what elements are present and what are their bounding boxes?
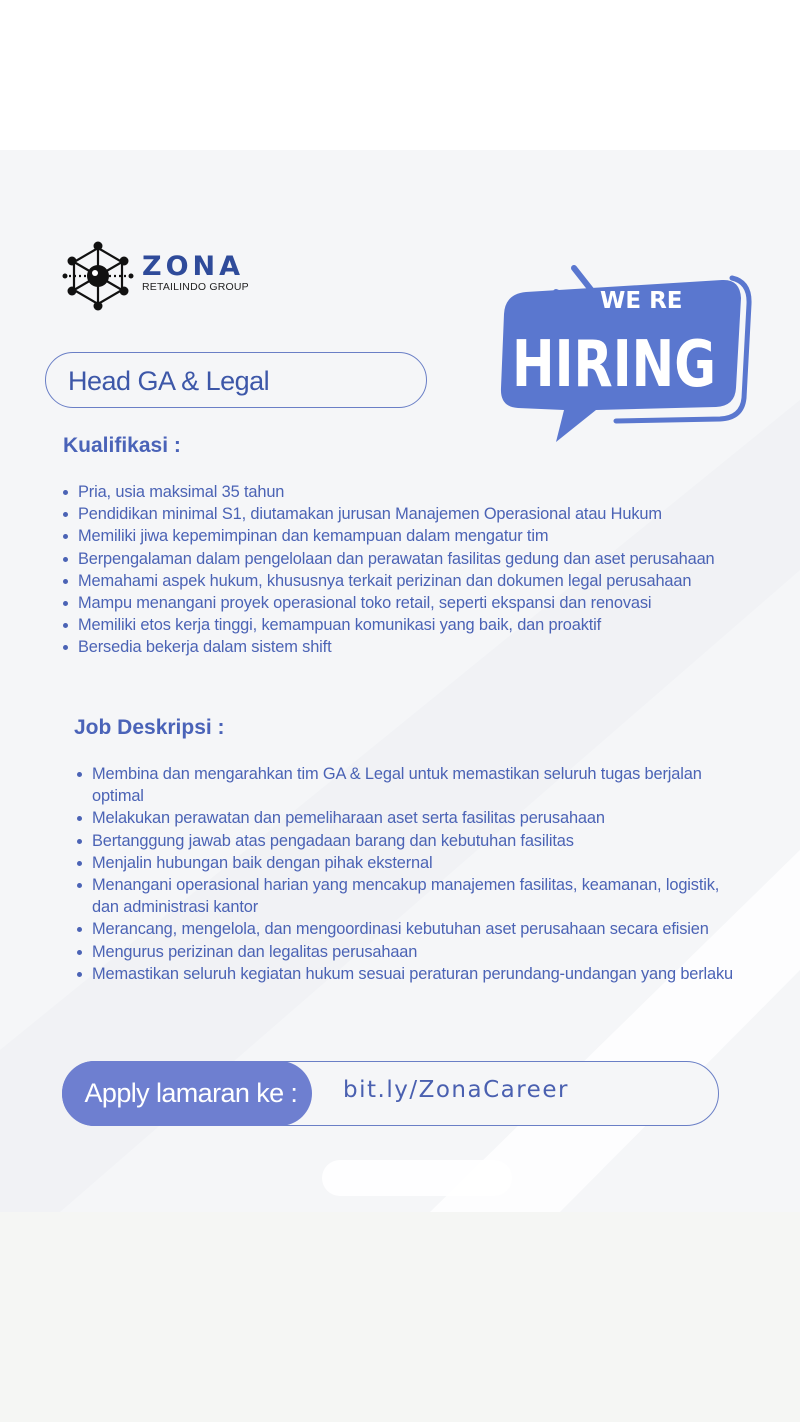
list-item: Pendidikan minimal S1, diutamakan jurusan Manajemen Operasional atau Hukum: [62, 503, 752, 525]
blurred-patch: [322, 1160, 512, 1196]
list-item: Merancang, mengelola, dan mengoordinasi kebutuhan aset perusahaan secara efisien: [76, 918, 736, 940]
brand-subtitle: RETAILINDO GROUP: [142, 281, 249, 293]
list-item: Bersedia bekerja dalam sistem shift: [62, 636, 752, 658]
list-item: Berpengalaman dalam pengelolaan dan perawatan fasilitas gedung dan aset perusahaan: [62, 548, 752, 570]
hiring-line2: HIRING: [512, 328, 716, 402]
bottom-blank-area: [0, 1212, 800, 1422]
molecule-logo-icon: [62, 240, 134, 312]
list-item: Mengurus perizinan dan legalitas perusahaan: [76, 941, 736, 963]
position-title: Head GA & Legal: [68, 366, 270, 396]
list-item: Menangani operasional harian yang mencakup manajemen fasilitas, keamanan, logistik, dan administrasi kantor: [76, 874, 736, 918]
apply-label: Apply lamaran ke :: [62, 1061, 312, 1126]
qualifications-list: [62, 481, 752, 659]
list-item: Membina dan mengarahkan tim GA & Legal untuk memastikan seluruh tugas berjalan optimal: [76, 763, 736, 807]
hiring-speech-bubble: [496, 258, 756, 448]
list-item: Memiliki jiwa kepemimpinan dan kemampuan dalam mengatur tim: [62, 525, 752, 547]
brand-name: ZONA: [142, 251, 245, 282]
list-item: Pria, usia maksimal 35 tahun: [62, 481, 752, 503]
list-item: Menjalin hubungan baik dengan pihak eksternal: [76, 852, 736, 874]
position-title-pill: [45, 352, 427, 408]
list-item: Memiliki etos kerja tinggi, kemampuan komunikasi yang baik, dan proaktif: [62, 614, 752, 636]
job-description-heading: Job Deskripsi :: [74, 716, 225, 739]
apply-banner: [62, 1061, 719, 1126]
list-item: Bertanggung jawab atas pengadaan barang dan kebutuhan fasilitas: [76, 830, 736, 852]
qualifications-heading: Kualifikasi :: [63, 434, 181, 457]
list-item: Mampu menangani proyek operasional toko retail, seperti ekspansi dan renovasi: [62, 592, 752, 614]
list-item: Melakukan perawatan dan pemeliharaan aset serta fasilitas perusahaan: [76, 807, 736, 829]
list-item: Memahami aspek hukum, khususnya terkait perizinan dan dokumen legal perusahaan: [62, 570, 752, 592]
top-blank-area: [0, 0, 800, 150]
hiring-line1: WE RE: [600, 288, 683, 314]
brand-logo: [62, 240, 249, 312]
job-description-list: [76, 763, 736, 985]
list-item: Memastikan seluruh kegiatan hukum sesuai peraturan perundang-undangan yang berlaku: [76, 963, 736, 985]
apply-link[interactable]: bit.ly/ZonaCareer: [343, 1077, 569, 1103]
